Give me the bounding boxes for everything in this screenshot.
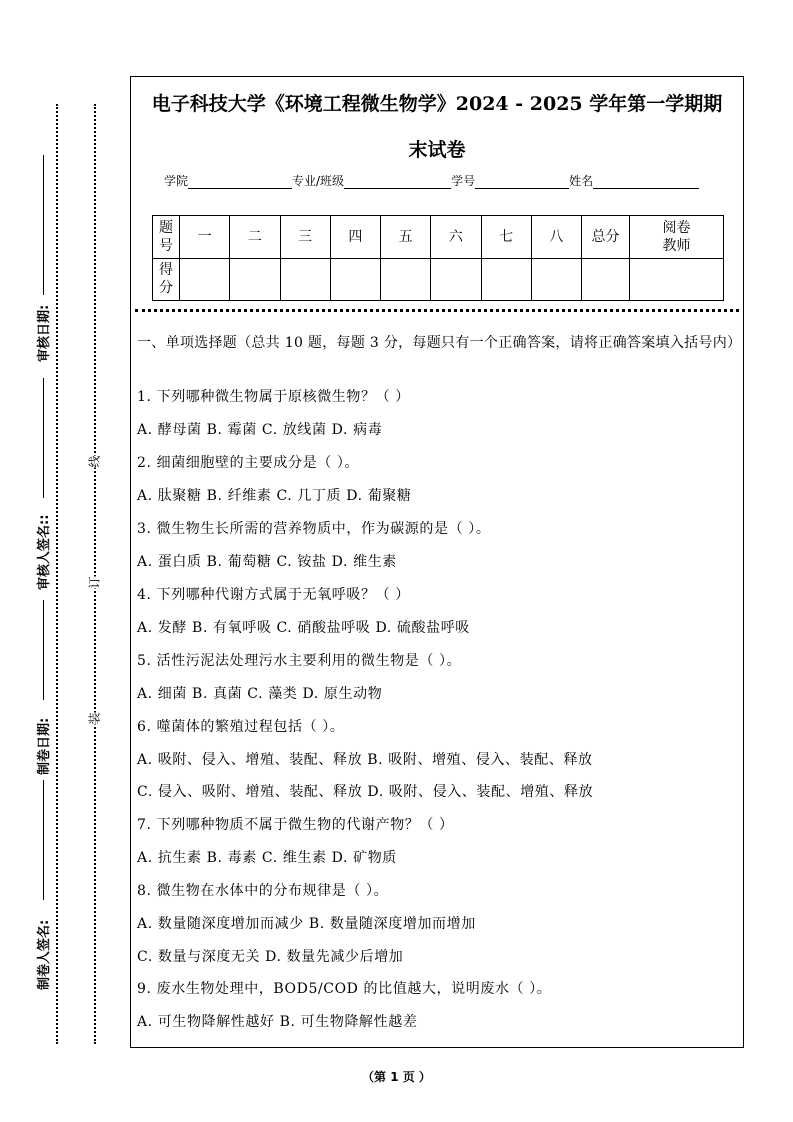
reviewer-sign-line xyxy=(43,378,44,498)
question-options: C. 侵入、吸附、增殖、装配、释放 D. 吸附、侵入、装配、增殖、释放 xyxy=(137,784,594,800)
review-date-label: 审核日期: xyxy=(37,304,52,362)
section-title: 一、单项选择题（总共 10 题，每题 3 分，每题只有一个正确答案，请将正确答案填入括号内） xyxy=(137,335,742,351)
student-info-row xyxy=(164,172,699,189)
question-line: 4. 下列哪种代谢方式属于无氧呼吸？（ ） xyxy=(137,587,410,603)
question-line: 1. 下列哪种微生物属于原核微生物？（ ） xyxy=(137,389,410,405)
question-line: 6. 噬菌体的繁殖过程包括（ ）。 xyxy=(137,719,345,735)
exam-title-line2: 末试卷 xyxy=(408,139,466,161)
score-cell[interactable] xyxy=(280,258,330,301)
score-cell[interactable] xyxy=(180,258,230,301)
binding-mark-install: 装 xyxy=(85,712,104,724)
col-header: 总分 xyxy=(582,216,630,259)
header-divider xyxy=(135,309,739,312)
col-header: 三 xyxy=(280,216,330,259)
question-line: 8. 微生物在水体中的分布规律是（ ）。 xyxy=(137,883,389,899)
reviewer-sign-label: 审核人签名:: xyxy=(37,514,52,590)
question-options: A. 吸附、侵入、增殖、装配、释放 B. 吸附、增殖、侵入、装配、释放 xyxy=(137,752,593,768)
question-options: C. 数量与深度无关 D. 数量先减少后增加 xyxy=(137,949,404,965)
question-line: 7. 下列哪种物质不属于微生物的代谢产物？（ ） xyxy=(137,817,454,833)
score-cell[interactable] xyxy=(381,258,431,301)
row-header-question-no: 题号 xyxy=(153,216,180,259)
question-options: A. 蛋白质 B. 葡萄糖 C. 铵盐 D. 维生素 xyxy=(137,554,397,570)
student-id-label: 学号 xyxy=(451,174,476,188)
binding-dotted-line-outer xyxy=(56,104,58,1044)
score-table xyxy=(152,215,724,301)
exam-title-line1: 电子科技大学《环境工程微生物学》2024 - 2025 学年第一学期期 xyxy=(151,93,723,115)
review-date-line xyxy=(43,155,44,295)
maker-sign-label: 制卷人签名: xyxy=(37,919,52,990)
question-line: 2. 细菌细胞壁的主要成分是（ ）。 xyxy=(137,455,360,471)
col-header: 七 xyxy=(481,216,531,259)
row-header-score: 得分 xyxy=(153,258,180,301)
question-line: 3. 微生物生长所需的营养物质中，作为碳源的是（ ）。 xyxy=(137,521,491,537)
name-label: 姓名 xyxy=(569,174,594,188)
score-table-header-row xyxy=(153,216,724,259)
binding-mark-order: 订 xyxy=(85,576,104,588)
question-options: A. 发酵 B. 有氧呼吸 C. 硝酸盐呼吸 D. 硫酸盐呼吸 xyxy=(137,620,470,636)
col-header-grader: 阅卷教师 xyxy=(630,216,724,259)
major-label: 专业/班级 xyxy=(292,174,345,188)
col-header: 五 xyxy=(381,216,431,259)
col-header: 二 xyxy=(230,216,280,259)
college-field[interactable] xyxy=(188,175,292,189)
make-date-label: 制卷日期: xyxy=(37,717,52,775)
score-cell[interactable] xyxy=(230,258,280,301)
question-options: A. 可生物降解性越好 B. 可生物降解性越差 xyxy=(137,1014,418,1030)
col-header: 八 xyxy=(531,216,581,259)
col-header: 一 xyxy=(180,216,230,259)
score-cell[interactable] xyxy=(481,258,531,301)
score-cell[interactable] xyxy=(431,258,481,301)
page-number: （第 1 页 ） xyxy=(362,1070,431,1084)
grader-cell[interactable] xyxy=(630,258,724,301)
col-header: 六 xyxy=(431,216,481,259)
col-header: 四 xyxy=(330,216,380,259)
question-options: A. 数量随深度增加而减少 B. 数量随深度增加而增加 xyxy=(137,916,476,932)
question-options: A. 酵母菌 B. 霉菌 C. 放线菌 D. 病毒 xyxy=(137,422,383,438)
college-label: 学院 xyxy=(164,174,189,188)
question-options: A. 肽聚糖 B. 纤维素 C. 几丁质 D. 葡聚糖 xyxy=(137,488,412,504)
binding-dotted-line-inner xyxy=(94,104,96,1044)
question-options: A. 抗生素 B. 毒素 C. 维生素 D. 矿物质 xyxy=(137,850,397,866)
maker-sign-line xyxy=(43,780,44,900)
name-field[interactable] xyxy=(593,175,699,189)
major-class-field[interactable] xyxy=(344,175,451,189)
question-line: 5. 活性污泥法处理污水主要利用的微生物是（ ）。 xyxy=(137,653,462,669)
binding-mark-line: 线 xyxy=(85,455,104,467)
make-date-line xyxy=(43,600,44,700)
exam-title xyxy=(131,86,743,168)
score-cell[interactable] xyxy=(582,258,630,301)
score-cell[interactable] xyxy=(531,258,581,301)
score-cell[interactable] xyxy=(330,258,380,301)
student-id-field[interactable] xyxy=(475,175,569,189)
score-table-score-row xyxy=(153,258,724,301)
question-options: A. 细菌 B. 真菌 C. 藻类 D. 原生动物 xyxy=(137,686,383,702)
question-line: 9. 废水生物处理中，BOD5/COD 的比值越大，说明废水（ ）。 xyxy=(137,981,552,997)
